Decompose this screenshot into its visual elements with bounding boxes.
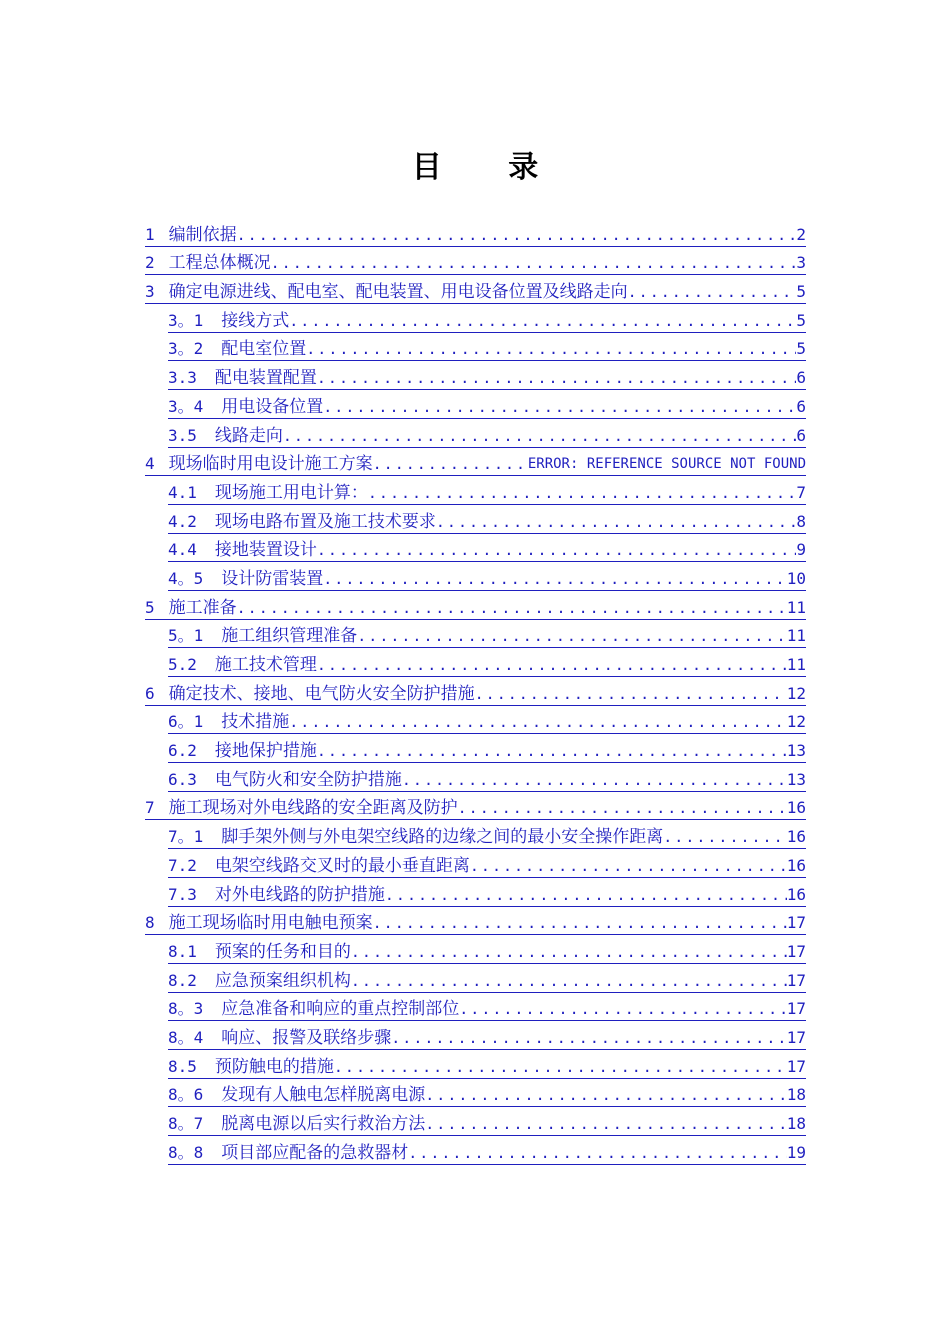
toc-entry-title: 确定电源进线、配电室、配电装置、用电设备位置及线路走向 <box>168 282 628 303</box>
toc-entry[interactable] <box>145 591 806 620</box>
toc-entry-title: 应急准备和响应的重点控制部位 <box>221 999 460 1020</box>
toc-dot-leader <box>289 712 786 732</box>
toc-dot-leader <box>237 225 797 245</box>
toc-entry-page-number: 11 <box>786 626 806 646</box>
toc-entry-title: 预防触电的措施 <box>214 1056 334 1077</box>
toc-entry-number: 3。1 <box>168 310 204 330</box>
toc-entry-number: 5.2 <box>168 655 197 674</box>
toc-entry[interactable] <box>168 734 806 763</box>
toc-entry-title: 技术措施 <box>221 712 290 733</box>
toc-entry-title: 电气防火和安全防护措施 <box>214 769 402 790</box>
toc-entry[interactable] <box>168 419 806 448</box>
toc-dot-leader <box>323 397 796 417</box>
toc-entry-number: 5 <box>145 597 155 617</box>
toc-entry-page-number: 17 <box>786 941 806 961</box>
toc-entry-title: 配电装置配置 <box>214 368 317 389</box>
toc-entry[interactable] <box>168 333 806 362</box>
toc-dot-leader <box>436 512 796 532</box>
toc-entry-page-number: 12 <box>786 683 806 703</box>
toc-entry-page-number: 17 <box>786 913 806 933</box>
toc-entry-page-number: 18 <box>786 1114 806 1133</box>
toc-dot-leader <box>425 1114 786 1134</box>
toc-entry-page-number: 11 <box>786 597 806 617</box>
toc-entry[interactable] <box>145 218 806 247</box>
toc-entry-title: 电架空线路交叉时的最小垂直距离 <box>214 855 470 876</box>
toc-dot-leader <box>628 282 797 302</box>
toc-dot-leader <box>402 770 787 790</box>
toc-dot-leader <box>408 1143 786 1163</box>
toc-entry-title: 项目部应配备的急救器材 <box>221 1142 409 1163</box>
toc-entry-title: 设计防雷装置 <box>221 568 324 589</box>
toc-dot-leader <box>317 655 787 675</box>
toc-entry-title: 配电室位置 <box>221 339 307 360</box>
toc-dot-leader <box>306 339 796 359</box>
toc-entry-number: 8.5 <box>168 1056 197 1076</box>
toc-entry-title: 确定技术、接地、电气防火安全防护措施 <box>168 683 475 704</box>
toc-entry[interactable] <box>168 935 806 964</box>
toc-entry[interactable] <box>168 1050 806 1079</box>
toc-entry-number: 3.5 <box>168 425 197 445</box>
toc-entry[interactable] <box>168 620 806 649</box>
toc-entry[interactable] <box>168 1136 806 1165</box>
toc-entry-page-number: 16 <box>786 827 806 847</box>
toc-dot-leader <box>317 741 787 761</box>
toc-dot-leader <box>373 454 528 474</box>
toc-entry[interactable] <box>145 247 806 276</box>
toc-entry-number: 3 <box>145 282 155 302</box>
toc-entry-page-number: 7 <box>796 482 806 502</box>
toc-entry-page-number: 6 <box>796 396 806 416</box>
toc-entry-title: 脱离电源以后实行救治方法 <box>221 1114 426 1134</box>
toc-entry-page-number: 18 <box>786 1085 806 1105</box>
toc-dot-leader <box>663 827 786 847</box>
toc-entry-number: 7.3 <box>168 884 197 904</box>
toc-dot-leader <box>373 913 787 933</box>
toc-entry[interactable] <box>168 390 806 419</box>
toc-entry-page-number: 13 <box>786 769 806 789</box>
toc-entry-title: 预案的任务和目的 <box>214 941 351 962</box>
toc-entry-number: 6.2 <box>168 741 197 761</box>
toc-dot-leader <box>351 942 787 962</box>
toc-entry-number: 6.3 <box>168 769 197 789</box>
toc-dot-leader <box>475 684 787 704</box>
table-of-contents <box>145 218 806 1165</box>
toc-entry-title: 施工技术管理 <box>214 655 317 675</box>
toc-entry-number: 8。3 <box>168 999 204 1019</box>
toc-entry-page-number: 16 <box>786 855 806 875</box>
toc-entry-number: 4.1 <box>168 482 197 502</box>
toc-entry[interactable] <box>168 505 806 534</box>
toc-entry-title: 接地保护措施 <box>214 741 317 762</box>
toc-entry-title: 用电设备位置 <box>221 396 324 417</box>
toc-entry-title: 线路走向 <box>214 425 283 446</box>
toc-entry[interactable] <box>168 993 806 1022</box>
toc-entry-title: 施工现场对外电线路的安全距离及防护 <box>168 798 458 819</box>
toc-entry-title: 接线方式 <box>221 310 290 331</box>
toc-entry-title: 对外电线路的防护措施 <box>214 884 385 905</box>
toc-dot-leader <box>385 885 787 905</box>
toc-entry-page-number: 13 <box>786 741 806 761</box>
toc-entry-number: 8。4 <box>168 1027 204 1047</box>
toc-dot-leader <box>425 1085 786 1105</box>
toc-entry-number: 1 <box>145 224 155 244</box>
toc-entry-title: 脚手架外侧与外电架空线路的边缘之间的最小安全操作距离 <box>221 827 664 848</box>
toc-entry-number: 4 <box>145 454 155 474</box>
toc-entry[interactable] <box>168 476 806 505</box>
toc-entry-page-number: 8 <box>796 511 806 531</box>
toc-entry-number: 8.1 <box>168 941 197 961</box>
toc-entry[interactable] <box>145 448 806 477</box>
toc-entry-title: 现场临时用电设计施工方案 <box>168 454 373 475</box>
toc-entry-page-number: 17 <box>786 1056 806 1076</box>
toc-dot-leader <box>368 483 796 503</box>
toc-dot-leader <box>317 368 796 388</box>
toc-entry-number: 8.2 <box>168 970 197 990</box>
toc-entry-page-number: 6 <box>796 425 806 445</box>
toc-dot-leader <box>289 311 796 331</box>
toc-entry-page-number: 6 <box>796 368 806 388</box>
toc-entry-number: 4.4 <box>168 540 197 560</box>
toc-entry-title: 编制依据 <box>168 224 237 245</box>
toc-entry-page-number: 12 <box>786 712 806 732</box>
toc-entry-page-number: 9 <box>796 540 806 560</box>
toc-entry-title: 响应、报警及联络步骤 <box>221 1027 392 1048</box>
page-title: 目 录 <box>411 150 567 185</box>
toc-entry-title: 工程总体概况 <box>168 253 271 274</box>
toc-dot-leader <box>317 540 796 560</box>
toc-entry-title: 施工准备 <box>168 597 237 618</box>
toc-entry[interactable] <box>168 878 806 907</box>
toc-entry[interactable] <box>168 562 806 591</box>
toc-entry[interactable] <box>168 361 806 390</box>
toc-entry-number: 3.3 <box>168 368 197 388</box>
toc-dot-leader <box>351 971 787 991</box>
toc-entry[interactable] <box>168 849 806 878</box>
toc-entry-page-number: ERROR: REFERENCE SOURCE NOT FOUND <box>527 456 806 473</box>
toc-entry-page-number: 11 <box>786 655 806 674</box>
toc-entry-number: 7。1 <box>168 827 204 847</box>
toc-dot-leader <box>470 856 787 876</box>
toc-entry[interactable] <box>145 792 806 821</box>
toc-entry-page-number: 5 <box>796 339 806 359</box>
toc-entry-number: 3。2 <box>168 339 204 359</box>
toc-entry-number: 6。1 <box>168 712 204 732</box>
toc-entry[interactable] <box>168 534 806 563</box>
toc-entry-number: 4。5 <box>168 568 204 588</box>
toc-entry[interactable] <box>168 648 806 677</box>
toc-dot-leader <box>391 1028 786 1048</box>
toc-entry[interactable] <box>168 763 806 792</box>
toc-entry-number: 3。4 <box>168 396 204 416</box>
toc-dot-leader <box>459 999 786 1019</box>
toc-entry[interactable] <box>168 1107 806 1136</box>
toc-entry-page-number: 16 <box>786 798 806 818</box>
toc-entry-page-number: 3 <box>796 253 806 273</box>
toc-dot-leader <box>271 253 797 273</box>
toc-entry-title: 发现有人触电怎样脱离电源 <box>221 1085 426 1106</box>
toc-entry-page-number: 17 <box>786 970 806 990</box>
toc-entry-number: 2 <box>145 253 155 273</box>
toc-entry-page-number: 2 <box>796 224 806 244</box>
toc-dot-leader <box>283 426 796 446</box>
toc-entry-title: 接地装置设计 <box>214 540 317 561</box>
toc-entry-title: 现场电路布置及施工技术要求 <box>214 511 436 532</box>
toc-dot-leader <box>458 798 787 818</box>
toc-entry-page-number: 17 <box>786 999 806 1019</box>
toc-dot-leader <box>334 1057 787 1077</box>
toc-entry-number: 8 <box>145 913 155 933</box>
toc-entry-title: 应急预案组织机构 <box>214 970 351 991</box>
toc-entry-page-number: 5 <box>796 282 806 302</box>
toc-entry[interactable] <box>168 1079 806 1108</box>
toc-entry-title: 施工组织管理准备 <box>221 626 358 647</box>
toc-entry[interactable] <box>168 304 806 333</box>
toc-entry-number: 8。6 <box>168 1085 204 1105</box>
toc-dot-leader <box>237 598 787 618</box>
toc-entry-page-number: 17 <box>786 1027 806 1047</box>
toc-entry-page-number: 10 <box>786 568 806 588</box>
toc-entry-title: 施工现场临时用电触电预案 <box>168 913 373 934</box>
toc-entry[interactable] <box>168 706 806 735</box>
toc-entry[interactable] <box>168 820 806 849</box>
toc-entry-page-number: 5 <box>796 310 806 330</box>
toc-entry[interactable] <box>145 677 806 706</box>
toc-entry[interactable] <box>145 907 806 936</box>
toc-entry[interactable] <box>168 964 806 993</box>
toc-entry-number: 8。8 <box>168 1142 204 1162</box>
toc-entry-page-number: 19 <box>786 1142 806 1162</box>
toc-entry-title: 现场施工用电计算： <box>214 482 368 503</box>
toc-entry-number: 7 <box>145 798 155 818</box>
toc-entry-number: 5。1 <box>168 626 204 646</box>
toc-entry-number: 6 <box>145 683 155 703</box>
toc-entry[interactable] <box>145 275 806 304</box>
toc-entry[interactable] <box>168 1021 806 1050</box>
toc-entry-number: 7.2 <box>168 855 197 875</box>
toc-entry-number: 4.2 <box>168 511 197 531</box>
toc-entry-page-number: 16 <box>786 884 806 904</box>
toc-entry-number: 8。7 <box>168 1114 204 1133</box>
toc-dot-leader <box>323 569 786 589</box>
toc-dot-leader <box>357 626 786 646</box>
